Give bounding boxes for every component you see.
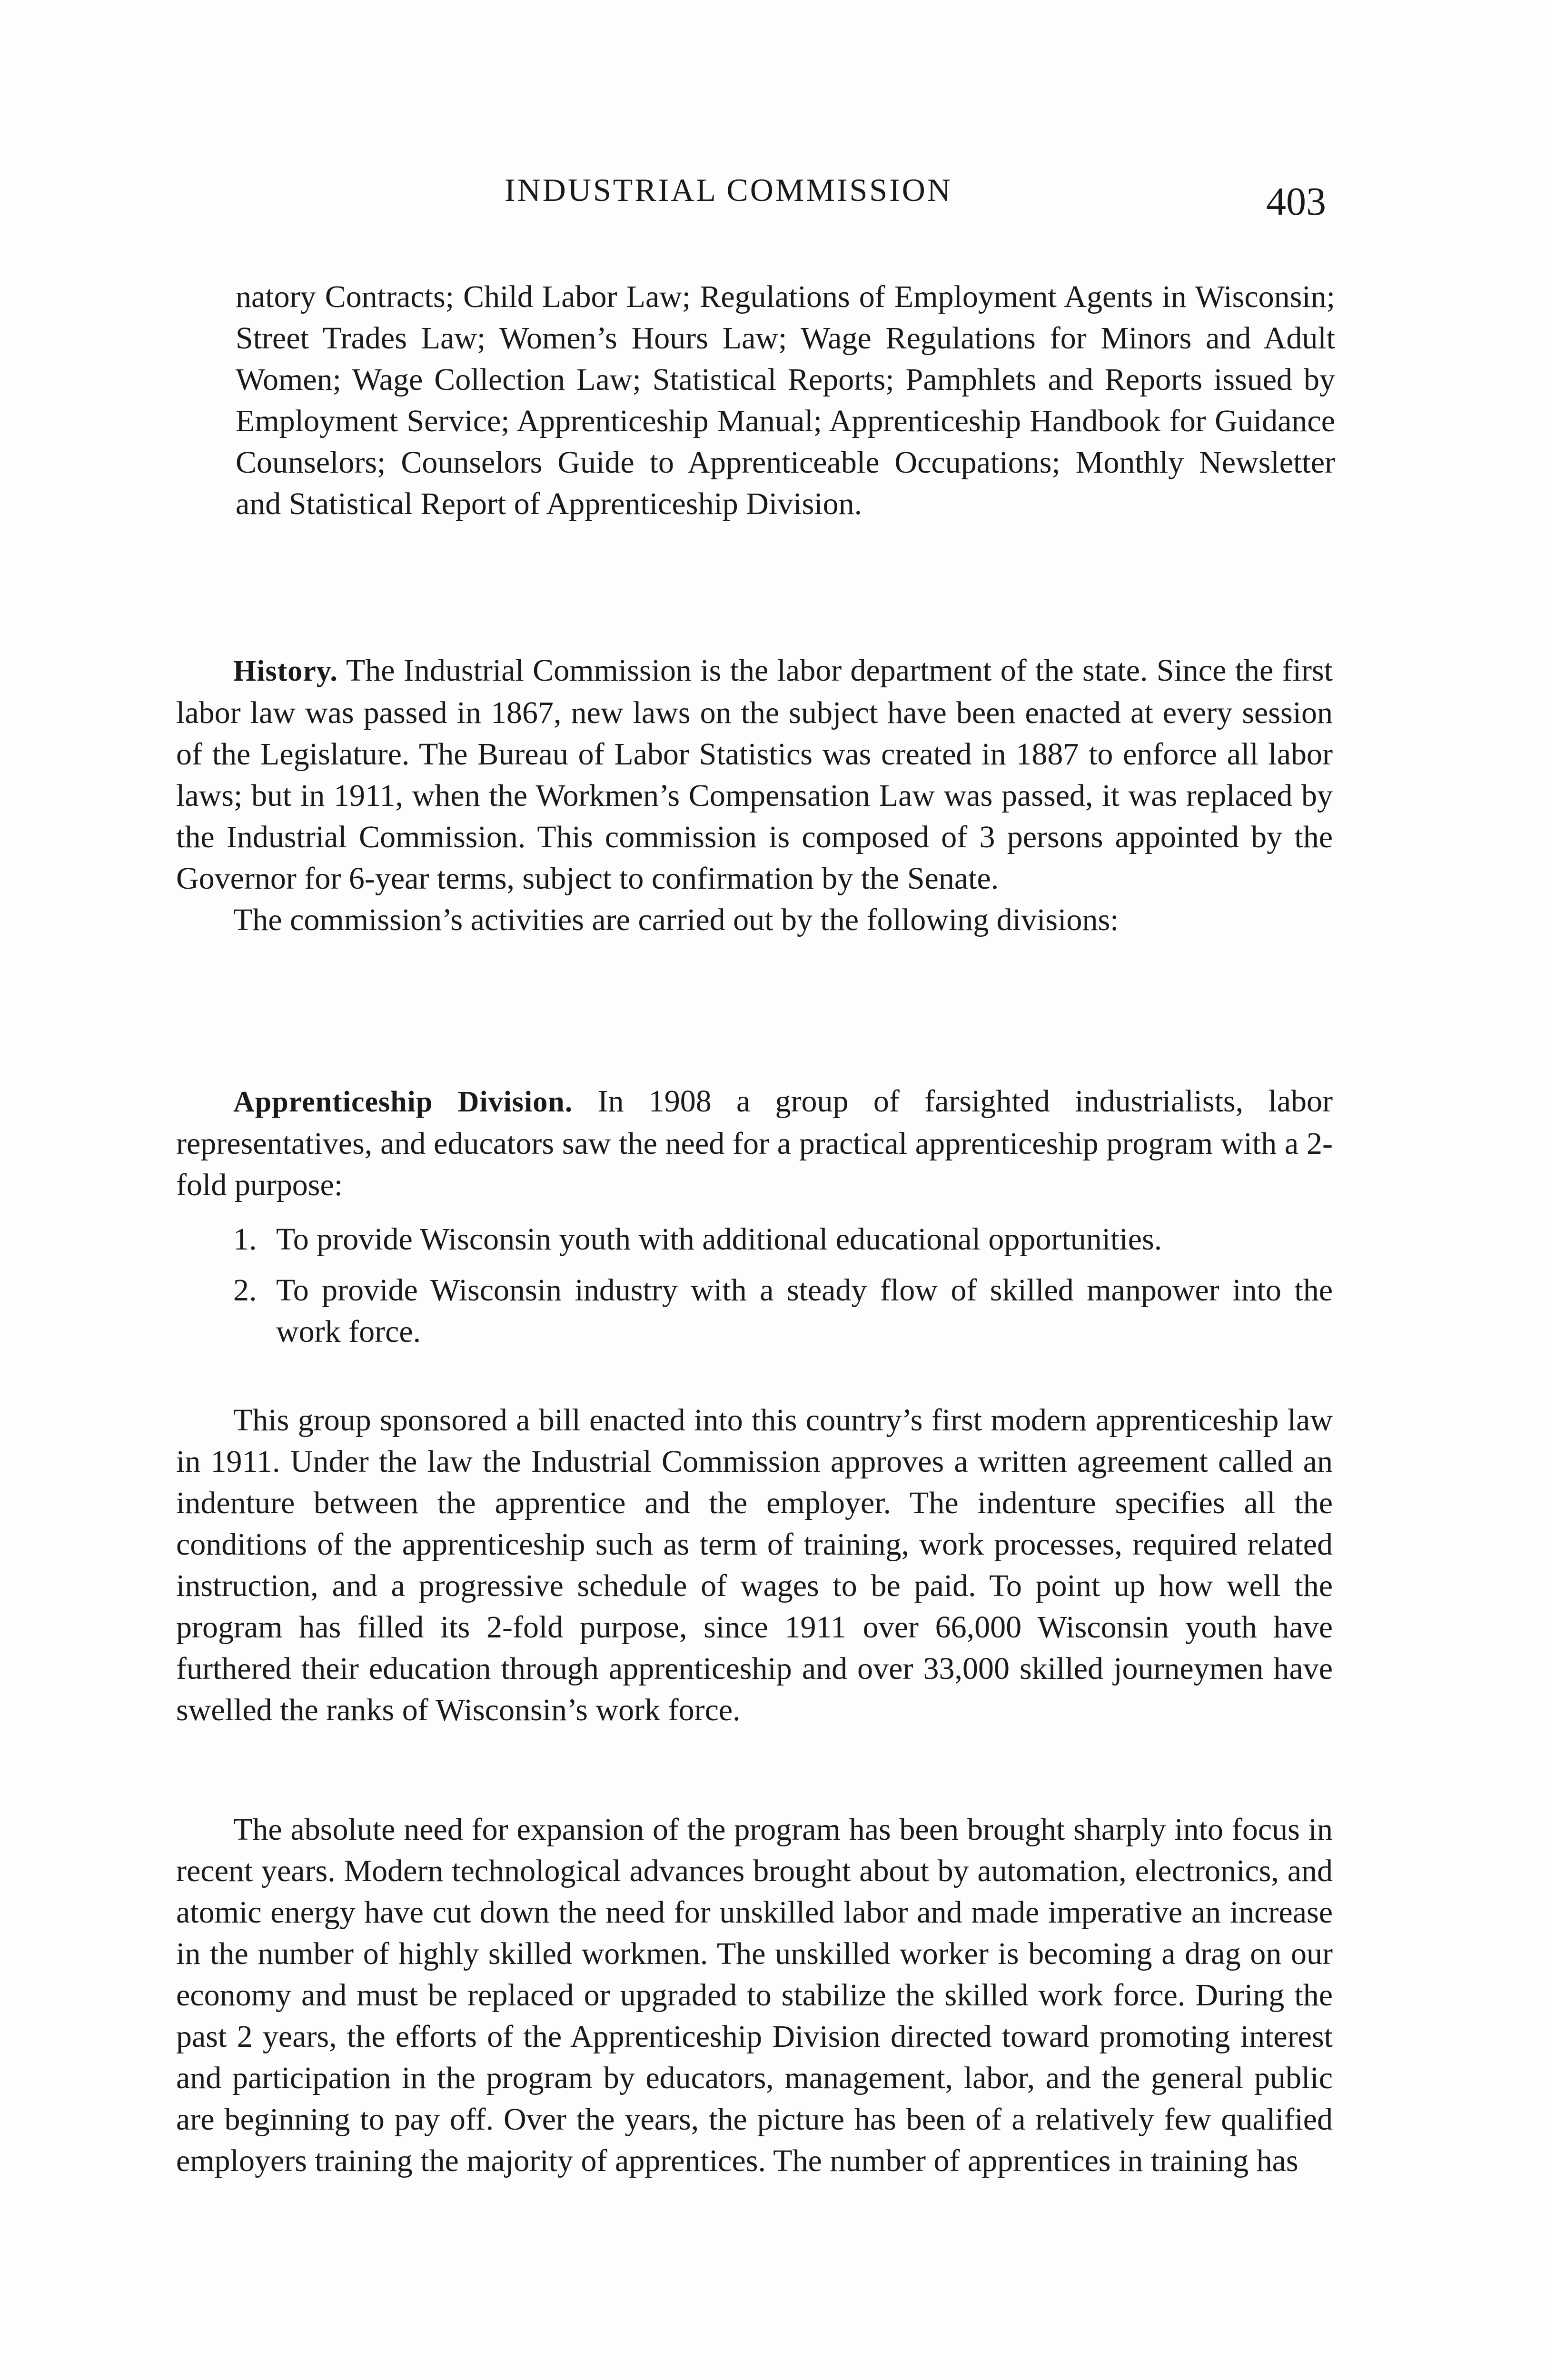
apprenticeship-paragraph [176,1081,1333,1206]
history-heading: History. [233,655,338,687]
paragraph-history [176,650,1333,941]
purpose-list [233,1219,1333,1362]
history-text: The Industrial Commission is the labor department of the state. Since the first labor law was passed in 1867, new laws on the subject have been enacted at every session of the Legislature. The Bureau of Labor Statistics was created in 1887 to enforce all labor laws; but in 1911, when the Workmen’s Compensation Law was passed, it was replaced by the Industrial Commission. This commission is composed of 3 persons appointed by the Governor for 6-year terms, subject to confirmation by the Senate. [176,653,1333,896]
running-header: INDUSTRIAL COMMISSION [505,172,952,208]
list-number: 1. [233,1222,257,1257]
list-text: To provide Wisconsin industry with a steady flow of skilled manpower into the work force. [276,1273,1333,1349]
list-item [233,1269,1333,1352]
list-number: 2. [233,1273,257,1308]
list-text: To provide Wisconsin youth with additional educational opportunities. [276,1222,1162,1257]
paragraph-need [176,1809,1333,2182]
paragraph-group [176,1399,1333,1731]
paragraph-text: natory Contracts; Child Labor Law; Regulations of Employment Agents in Wisconsin; Street Trades Law; Women’s Hours Law; Wage Regulations for Minors and Adult Women; Wage Collection Law; Statistical Reports; Pamphlets and Reports issued by Employment Service; Apprenticeship Manual; Apprenticeship Handbook for Guidance Counselors; Counselors Guide to Apprenticeable Occupations; Monthly Newsletter and Statistical Report of Apprenticeship Division. [236,279,1335,521]
apprenticeship-heading: Apprenticeship Division. [233,1086,573,1118]
paragraph-text: The absolute need for expansion of the program has been brought sharply into focus in recent years. Modern technological advances brought about by automation, electronics, and atomic energy have cut down the need for unskilled labor and made imperative an increase in the number of highly skilled workmen. The unskilled worker is becoming a drag on our economy and must be replaced or upgraded to stabilize the skilled work force. During the past 2 years, the efforts of the Apprenticeship Division directed toward promoting interest and participation in the program by educators, management, labor, and the general public are beginning to pay off. Over the years, the picture has been of a relatively few qualified employers training the majority of apprentices. The number of apprentices in training has [176,1812,1333,2178]
list-item [233,1219,1333,1260]
divisions-paragraph: The commission’s activities are carried out by the following divisions: [233,902,1119,937]
apprenticeship-text: In 1908 a group of farsighted industrialists, labor representatives, and educators saw the need for a practical apprenticeship program with a 2-fold purpose: [176,1084,1333,1202]
paragraph-text: This group sponsored a bill enacted into this country’s first modern apprenticeship law in 1911. Under the law the Industrial Commission approves a written agreement called an indenture between the apprentice and the employer. The indenture specifies all the conditions of the apprenticeship such as term of training, work processes, required related instruction, and a progressive schedule of wages to be paid. To point up how well the program has filled its 2-fold purpose, since 1911 over 66,000 Wisconsin youth have furthered their education through apprenticeship and over 33,000 skilled journeymen have swelled the ranks of Wisconsin’s work force. [176,1403,1333,1727]
paragraph-apprenticeship [176,1081,1333,1206]
page-number: 403 [1266,179,1326,224]
history-paragraph [176,650,1333,899]
paragraph-publications [236,276,1335,525]
